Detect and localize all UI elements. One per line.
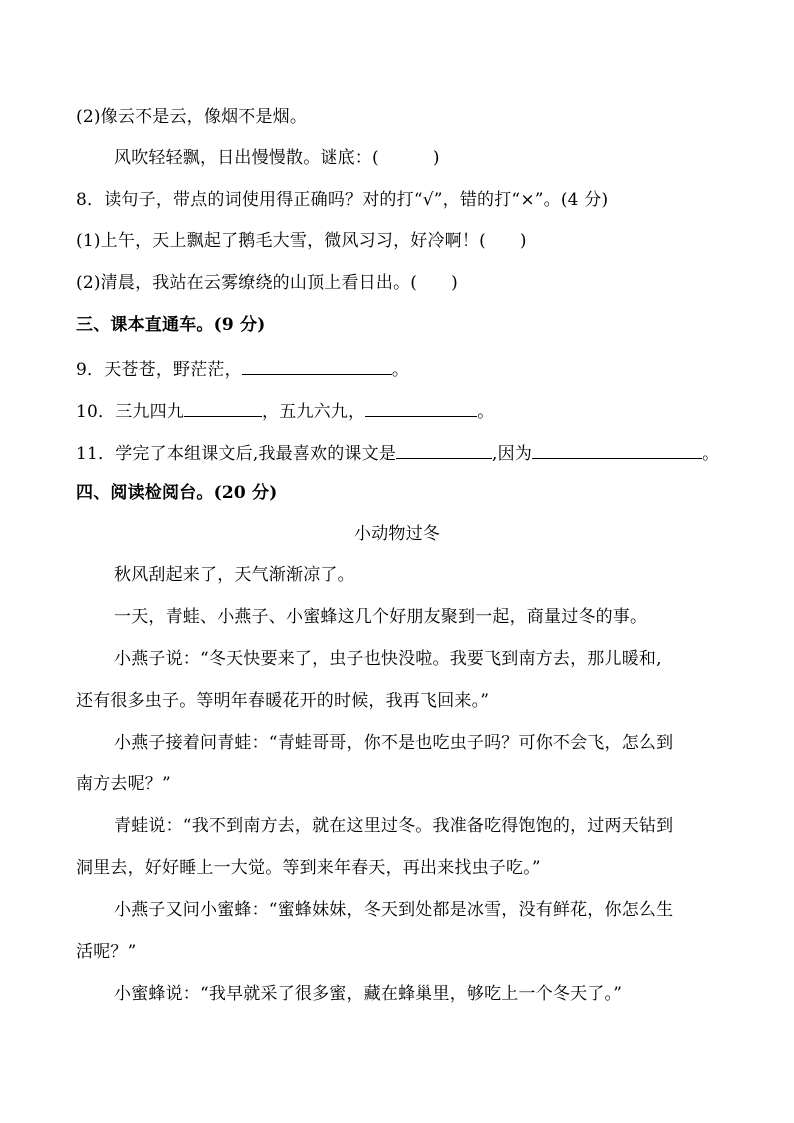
riddle-close-paren: ) [432,148,440,168]
item-2-text: (2)清晨，我站在云雾缭绕的山顶上看日出。( [76,273,418,293]
story-paragraph-line: 小燕子说：“冬天快要来了，虫子也快没啦。我要飞到南方去，那儿暖和, [114,649,662,669]
q10-mid: ，五九六九， [262,402,366,422]
q10-end: 。 [477,402,495,422]
riddle-clue-text: 风吹轻轻飘，日出慢慢散。谜底：( [114,148,379,168]
story-paragraph-line: 活呢？” [76,942,137,962]
fill-blank[interactable] [365,398,477,417]
question-8-item-2 [76,272,458,294]
section-3-heading: 三、课本直通车。(9 分) [76,315,266,335]
item-2-close-paren: ) [451,273,458,293]
question-10 [76,398,494,423]
question-9 [76,356,409,381]
story-paragraph-line: 洞里去，好好睡上一大觉。等到来年春天，再出来找虫子吃。” [76,858,541,878]
riddle-line: (2)像云不是云，像烟不是烟。 [76,107,308,127]
fill-blank[interactable] [242,356,392,375]
q11-end: 。 [702,444,720,464]
story-paragraph-line: 秋风刮起来了，天气渐渐凉了。 [114,565,355,585]
q11-mid: ,因为 [492,444,533,464]
story-paragraph-line: 一天，青蛙、小燕子、小蜜蜂这几个好朋友聚到一起，商量过冬的事。 [114,607,648,627]
q9-end: 。 [391,360,410,380]
question-8-item-1 [76,230,527,252]
question-8-title: 8．读句子，带点的词使用得正确吗？对的打“√”，错的打“×”。(4 分) [76,190,609,210]
fill-blank[interactable] [532,440,702,459]
q10-text: 10．三九四九 [76,402,185,422]
story-paragraph-line: 小燕子又问小蜜蜂：“蜜蜂妹妹，冬天到处都是冰雪，没有鲜花，你怎么生 [114,900,674,920]
fill-blank[interactable] [396,440,492,459]
riddle-clue-line [114,147,440,169]
item-1-text: (1)上午，天上飘起了鹅毛大雪，微风习习，好冷啊！( [76,231,486,251]
item-1-close-paren: ) [519,231,527,251]
story-paragraph-line: 还有很多虫子。等明年春暖花开的时候，我再飞回来。” [76,691,490,711]
story-paragraph-line: 小蜜蜂说：“我早就采了很多蜜，藏在蜂巢里，够吃上一个冬天了。” [114,984,623,1004]
q11-text: 11．学完了本组课文后,我最喜欢的课文是 [76,444,397,464]
story-title: 小动物过冬 [354,524,440,544]
fill-blank[interactable] [184,398,262,417]
story-paragraph-line: 南方去呢？” [76,774,171,794]
section-4-heading: 四、阅读检阅台。(20 分) [76,483,278,503]
question-11 [76,440,719,465]
story-paragraph-line: 小燕子接着问青蛙：“青蛙哥哥，你不是也吃虫子吗？可你不会飞，怎么到 [114,733,674,753]
story-paragraph-line: 青蛙说：“我不到南方去，就在这里过冬。我准备吃得饱饱的，过两天钻到 [114,816,674,836]
q9-text: 9．天苍苍，野茫茫， [76,360,242,380]
